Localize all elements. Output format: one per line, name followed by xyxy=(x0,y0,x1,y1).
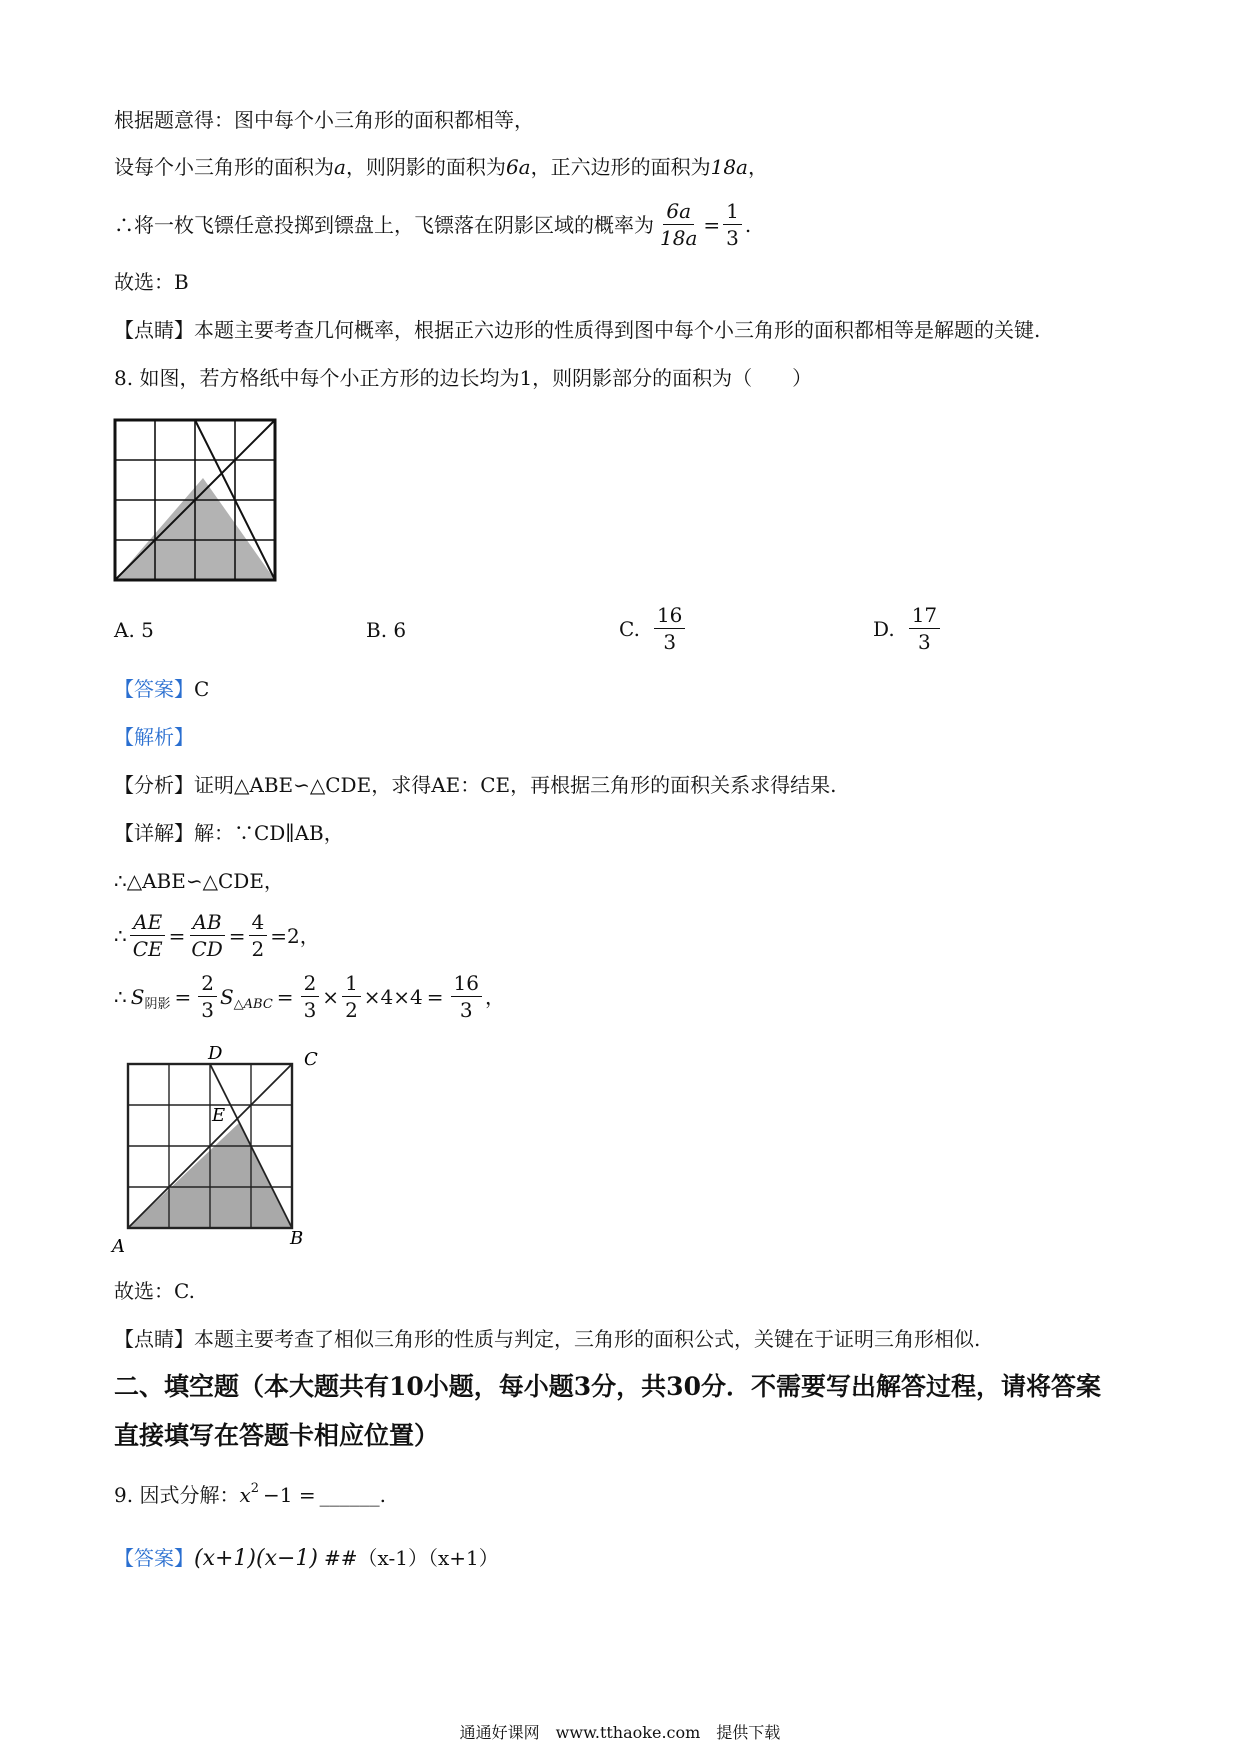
denominator: 2 xyxy=(251,937,265,961)
section-heading-line-2: 直接填写在答题卡相应位置） xyxy=(114,1421,440,1450)
numerator: 16 xyxy=(451,970,482,997)
area-symbol: S xyxy=(219,984,234,1009)
numerator: 4 xyxy=(249,909,268,936)
question-8-grid-figure xyxy=(113,418,277,582)
answer-value: (x+1)(x−1) xyxy=(194,1546,319,1571)
period: . xyxy=(744,212,752,237)
footer-watermark: 通通好课网 www.tthaoke.com 提供下载 xyxy=(459,1723,781,1742)
option-d xyxy=(873,602,943,655)
point-label-e: E xyxy=(212,1105,226,1126)
denominator: 2 xyxy=(345,998,358,1022)
solution-line-2 xyxy=(114,153,768,181)
numerator: 2 xyxy=(301,970,320,997)
answer-line xyxy=(114,675,209,703)
fraction xyxy=(198,970,217,1023)
exponent: 2 xyxy=(250,1481,260,1496)
denominator: 18a xyxy=(660,226,698,250)
fraction xyxy=(301,970,320,1023)
text: 设每个小三角形的面积为 xyxy=(114,155,334,179)
point-label-c: C xyxy=(304,1049,318,1070)
answer-value: C xyxy=(194,677,210,701)
section-heading-line-1: 二、填空题（本大题共有10小题，每小题3分，共30分．不需要写出解答过程，请将答案 xyxy=(114,1372,1101,1401)
fraction xyxy=(249,909,268,962)
solution-line-1: 根据题意得：图中每个小三角形的面积都相等， xyxy=(114,108,534,132)
text: ， xyxy=(747,155,768,179)
denominator: 3 xyxy=(726,226,739,250)
answer-tag: 【答案】 xyxy=(114,677,194,701)
fraction xyxy=(723,198,742,251)
numerator: AB xyxy=(190,909,225,936)
subscript: 阴影 xyxy=(144,996,171,1012)
equals: = xyxy=(426,984,444,1009)
answer-blank: ______ xyxy=(319,1483,380,1507)
option-a: A. 5 xyxy=(114,618,154,642)
hexagon-area-value: 18a xyxy=(710,155,748,179)
question-9-stem xyxy=(114,1481,386,1513)
subscript: △ABC xyxy=(233,996,273,1012)
fraction xyxy=(188,909,225,962)
option-label: C. xyxy=(619,616,640,641)
therefore-sign: ∴ xyxy=(114,984,127,1009)
numerator: 1 xyxy=(342,970,361,997)
solution-line-3 xyxy=(114,198,751,251)
q9-answer-line xyxy=(114,1544,499,1573)
equals: = xyxy=(703,212,721,237)
fraction xyxy=(909,602,940,655)
option-c xyxy=(619,602,688,655)
fraction xyxy=(130,909,166,962)
detail-line: 【详解】解：∵CD∥AB， xyxy=(114,821,344,845)
text: ，则阴影的面积为 xyxy=(345,155,506,179)
choice-line: 故选：B xyxy=(114,270,189,294)
fraction xyxy=(342,970,361,1023)
answer-tag: 【答案】 xyxy=(114,1546,194,1570)
step-1: ∴△ABE∽△CDE， xyxy=(114,869,284,893)
denominator: CE xyxy=(132,937,163,961)
numerator: 17 xyxy=(909,602,940,629)
comment-line: 【点睛】本题主要考查几何概率，根据正六边形的性质得到图中每个小三角形的面积都相等是解题的关键. xyxy=(114,318,1041,342)
point-label-a: A xyxy=(112,1236,125,1257)
point-label-b: B xyxy=(290,1228,304,1249)
analysis-tag: 【解析】 xyxy=(114,725,194,749)
times: × xyxy=(322,984,340,1009)
answer-alternate: ##（x-1）（x+1） xyxy=(324,1546,499,1570)
fraction xyxy=(451,970,482,1023)
fraction xyxy=(654,602,685,655)
question-8-stem: 8. 如图，若方格纸中每个小正方形的边长均为1，则阴影部分的面积为（ ） xyxy=(114,366,813,390)
numerator: 2 xyxy=(198,970,217,997)
therefore-sign: ∴ xyxy=(114,923,127,948)
solution-figure xyxy=(108,1038,318,1260)
fraction xyxy=(657,198,700,251)
step-2 xyxy=(114,909,320,962)
equals: = xyxy=(174,984,192,1009)
area-symbol: S xyxy=(130,984,145,1009)
equals: = xyxy=(168,923,186,948)
shaded-area-value: 6a xyxy=(505,155,531,179)
denominator: 3 xyxy=(918,630,931,654)
choice-line: 故选：C. xyxy=(114,1279,195,1303)
numerator: 6a xyxy=(663,198,694,225)
variable-a: a xyxy=(334,155,346,179)
equals: = xyxy=(228,923,246,948)
denominator: CD xyxy=(191,937,223,961)
text: ，正六边形的面积为 xyxy=(530,155,711,179)
expression-rest: −1 = xyxy=(263,1483,316,1507)
point-label-d: D xyxy=(208,1043,223,1064)
stem-text: 9. 因式分解： xyxy=(114,1483,240,1507)
numerator: 16 xyxy=(654,602,685,629)
denominator: 3 xyxy=(303,998,317,1022)
numerator: AE xyxy=(130,909,165,936)
period: . xyxy=(379,1483,386,1507)
product: ×4×4 xyxy=(363,984,423,1009)
result: =2， xyxy=(270,923,320,948)
option-label: D. xyxy=(873,616,895,641)
denominator: 3 xyxy=(663,630,677,654)
comma: ， xyxy=(484,984,505,1009)
denominator: 3 xyxy=(201,998,214,1022)
step-3 xyxy=(114,970,505,1023)
comment-line: 【点睛】本题主要考查了相似三角形的性质与判定，三角形的面积公式，关键在于证明三角形相似. xyxy=(114,1327,981,1351)
variable-x: x xyxy=(239,1483,251,1507)
analysis-line: 【分析】证明△ABE∽△CDE，求得AE：CE，再根据三角形的面积关系求得结果. xyxy=(114,773,837,797)
equals: = xyxy=(276,984,294,1009)
option-b: B. 6 xyxy=(366,618,407,642)
denominator: 3 xyxy=(459,998,473,1022)
numerator: 1 xyxy=(723,198,742,225)
text: ∴将一枚飞镖任意投掷到镖盘上，飞镖落在阴影区域的概率为 xyxy=(114,212,654,237)
